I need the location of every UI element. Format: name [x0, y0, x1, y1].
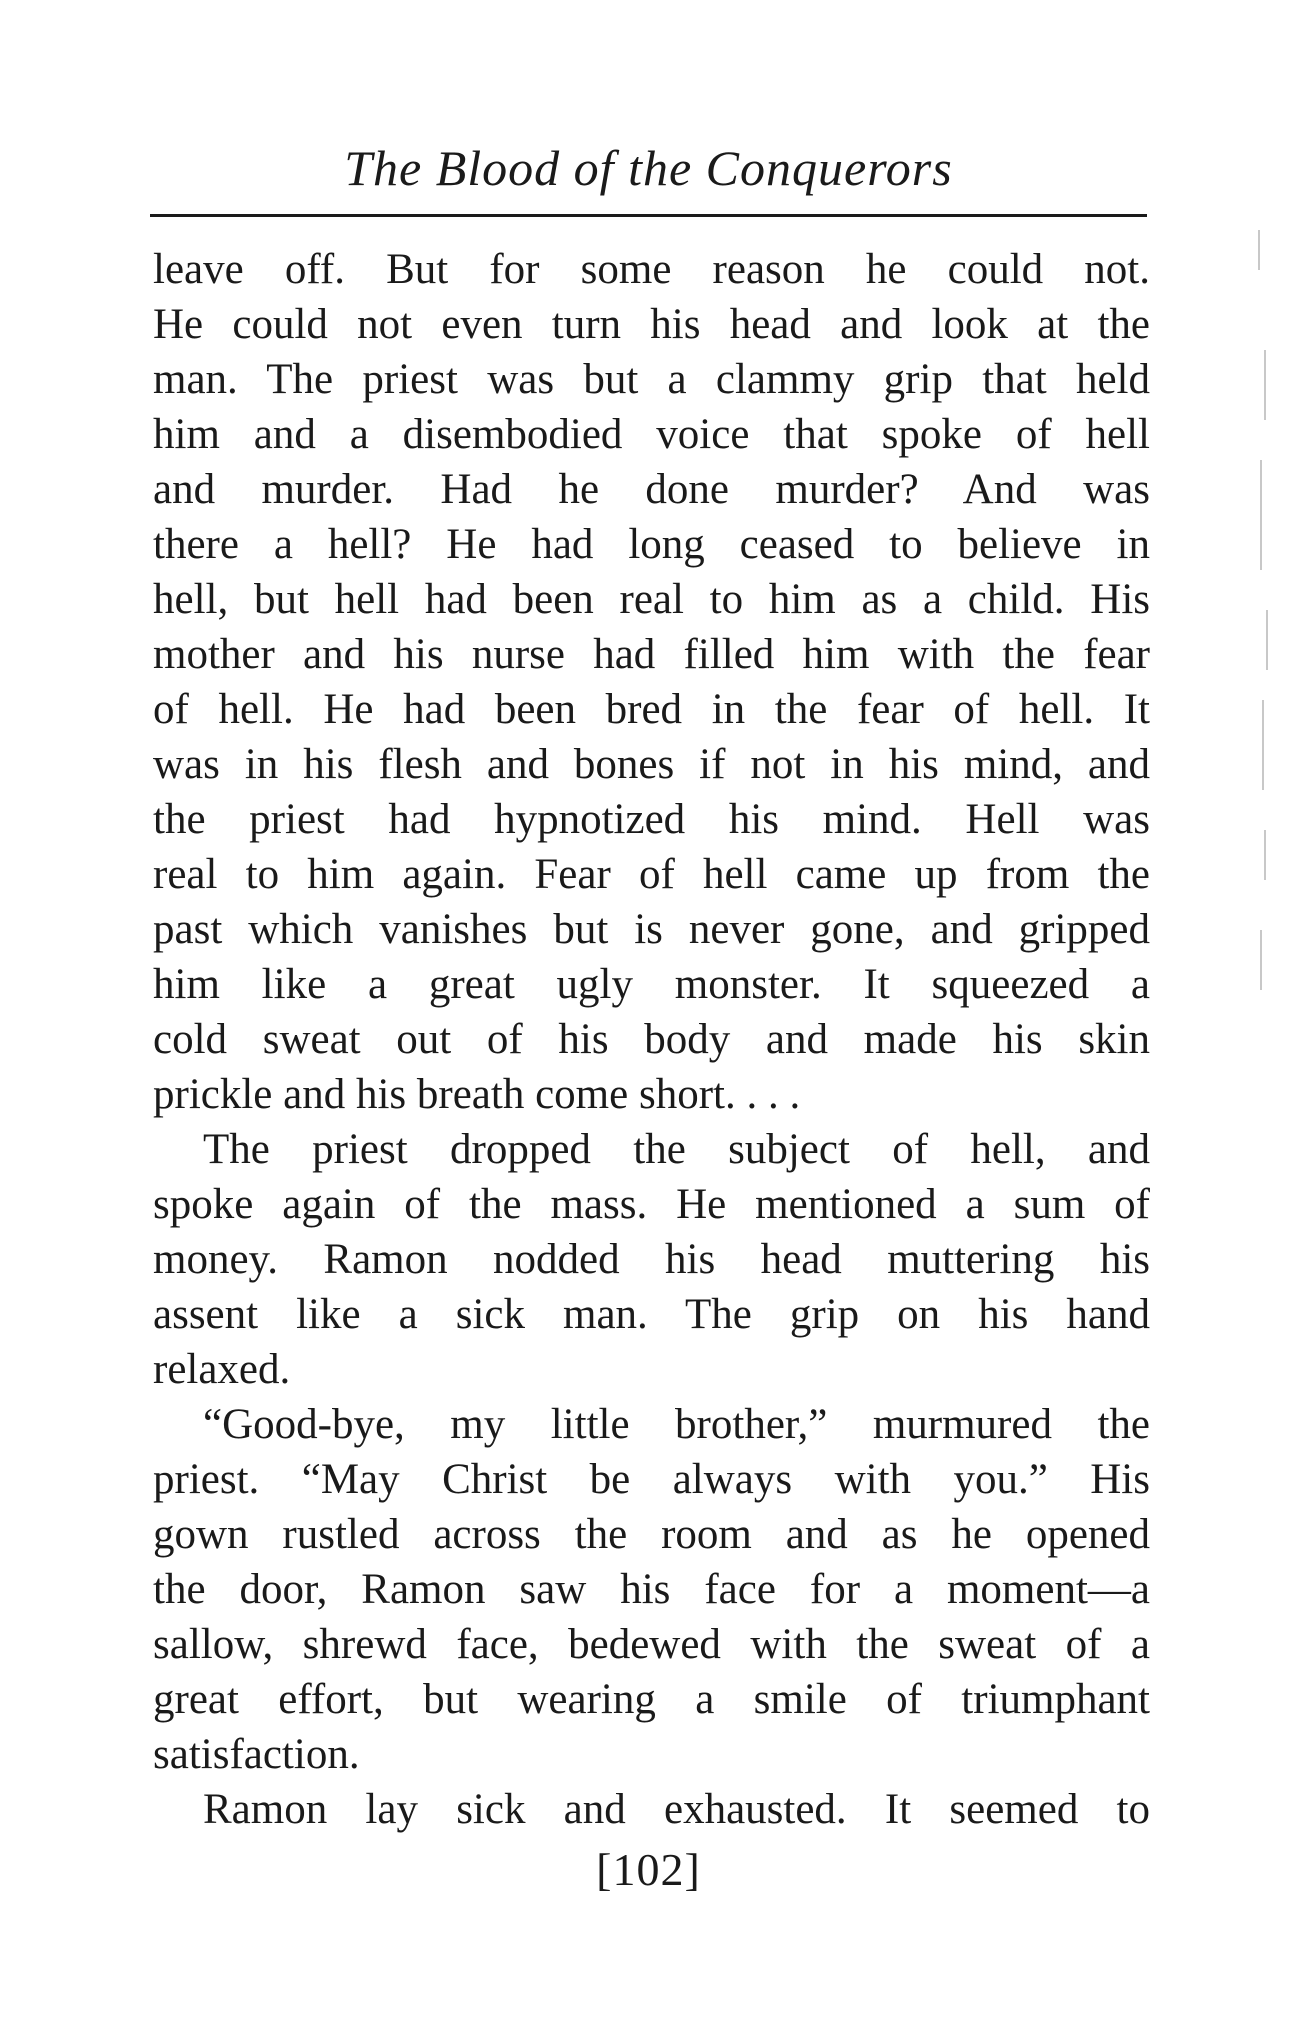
- text-line: satisfaction.: [153, 1731, 360, 1778]
- text-line: gown rustled across the room and as he opened: [153, 1511, 1150, 1558]
- text-line: He could not even turn his head and look at the: [153, 301, 1150, 348]
- text-line: relaxed.: [153, 1346, 291, 1393]
- text-line: cold sweat out of his body and made his skin: [153, 1016, 1150, 1063]
- text-line: hell, but hell had been real to him as a child. His: [153, 576, 1150, 623]
- scan-edge-marks: [1250, 230, 1290, 990]
- text-line: him and a disembodied voice that spoke of hell: [153, 411, 1150, 458]
- text-line: The priest dropped the subject of hell, and: [203, 1126, 1150, 1173]
- text-line: “Good-bye, my little brother,” murmured the: [203, 1401, 1150, 1448]
- text-line: sallow, shrewd face, bedewed with the sweat of a: [153, 1621, 1150, 1668]
- paragraph: [153, 1397, 1150, 1782]
- body-text: [153, 242, 1150, 1837]
- text-line: priest. “May Christ be always with you.” His: [153, 1456, 1150, 1503]
- text-line: money. Ramon nodded his head muttering his: [153, 1236, 1150, 1283]
- text-line: the priest had hypnotized his mind. Hell was: [153, 796, 1150, 843]
- text-line: of hell. He had been bred in the fear of hell. It: [153, 686, 1150, 733]
- text-line: was in his flesh and bones if not in his mind, and: [153, 741, 1150, 788]
- text-line: and murder. Had he done murder? And was: [153, 466, 1150, 513]
- paragraph: [153, 1782, 1150, 1837]
- header-rule: [150, 214, 1147, 217]
- text-line: assent like a sick man. The grip on his hand: [153, 1291, 1150, 1338]
- text-line: the door, Ramon saw his face for a moment—a: [153, 1566, 1150, 1613]
- text-line: prickle and his breath come short. . . .: [153, 1071, 801, 1118]
- paragraph: [153, 242, 1150, 1122]
- paragraph: [153, 1122, 1150, 1397]
- text-line: spoke again of the mass. He mentioned a sum of: [153, 1181, 1150, 1228]
- text-line: real to him again. Fear of hell came up from the: [153, 851, 1150, 898]
- text-line: Ramon lay sick and exhausted. It seemed to: [203, 1786, 1150, 1833]
- text-line: mother and his nurse had filled him with the fear: [153, 631, 1150, 678]
- text-line: past which vanishes but is never gone, and gripped: [153, 906, 1150, 953]
- text-line: leave off. But for some reason he could not.: [153, 246, 1150, 293]
- running-title: The Blood of the Conquerors: [344, 140, 953, 196]
- page-number: [102]: [596, 1844, 701, 1895]
- text-line: man. The priest was but a clammy grip that held: [153, 356, 1150, 403]
- text-line: him like a great ugly monster. It squeezed a: [153, 961, 1150, 1008]
- text-line: great effort, but wearing a smile of triumphant: [153, 1676, 1150, 1723]
- text-line: there a hell? He had long ceased to believe in: [153, 521, 1150, 568]
